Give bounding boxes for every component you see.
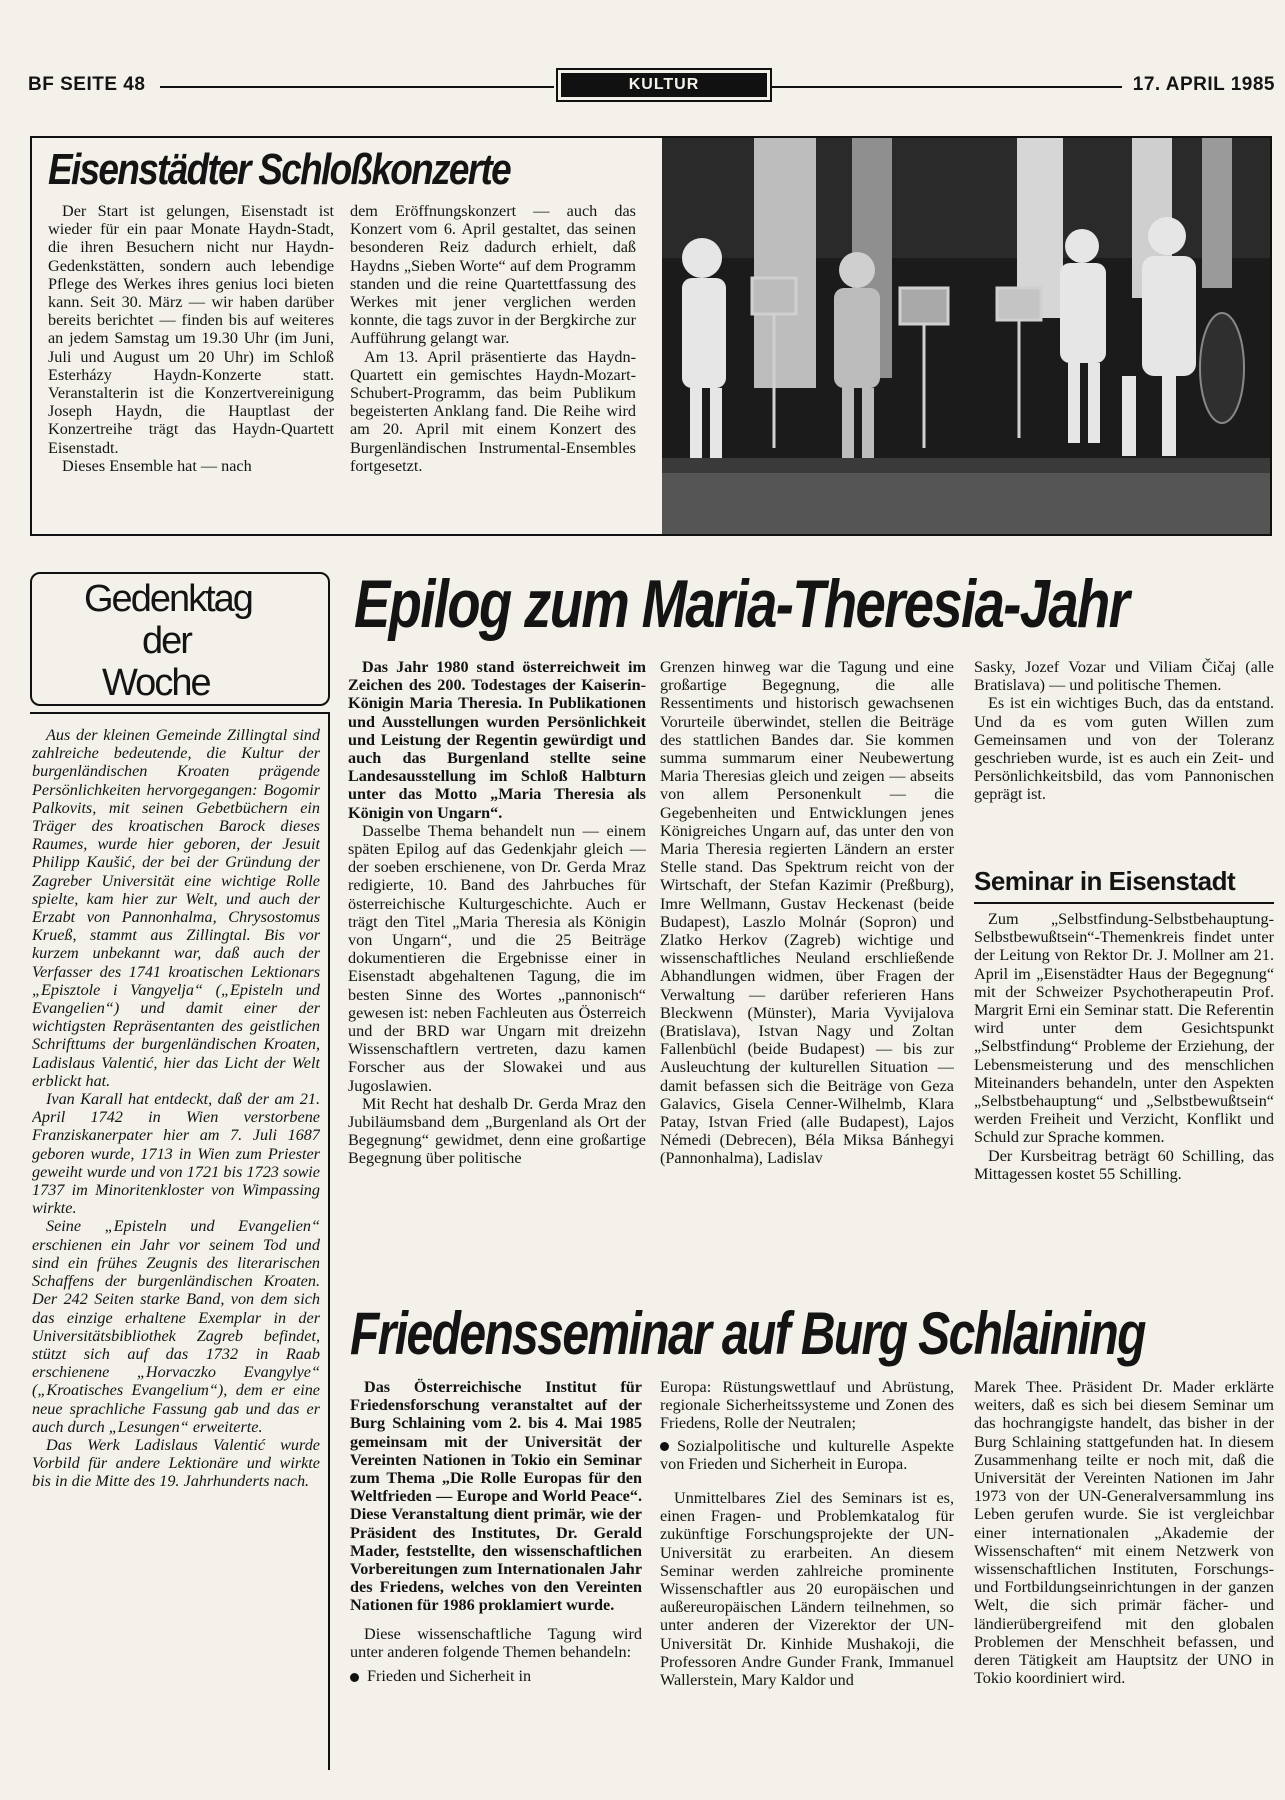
article-epilog-col1 [348,658,646,1280]
article-friedensseminar-col3 [974,1378,1274,1780]
header-rule-left [160,86,554,88]
paragraph: dem Eröffnungskonzert — auch das Konzert vom 6. April gestaltet, das seinen besonderen Reiz dadurch erhielt, daß Haydns „Sieben Worte“ auf dem Programm standen und die reine Quartettfassung des Werkes mit jener verglichen werden konnte, die tags zuvor in der Bergkirche zur Aufführung gelangt war. [350,202,636,348]
gedenktag-body [32,726,320,1772]
article-friedensseminar-col1 [350,1378,642,1780]
seminar-rule [974,902,1274,904]
paragraph: Diese wissenschaftliche Tagung wird unter anderen folgende Themen behandeln: [350,1624,642,1661]
article-schlosskonzerte-col1 [48,202,334,528]
paragraph: Aus der kleinen Gemeinde Zillingtal sind zahlreiche bedeutende, die Kultur der burgenländischen Kroaten prägende Persönlichkeiten hervorgegangen: Bogomir Palkovits, mit seinen Gebetbüchern ein Träger des kroatischen Barock dieses Raumes, wurde hier geboren, der Jesuit Philipp Kaušić, der bei der Gründung der Zagreber Universität eine wichtige Rolle spielte, kam hier zur Welt, und auch der Erzabt von Pannonhalma, Chrysostomus Krueß, stammt aus Zillingtal. Bis vor kurzem unbekannt war, daß auch der Verfasser des 1741 kroatischen Lektionars „Episztole i Vangyelja“ („Episteln und Evangelien“) und damit einer der wichtigsten Repräsentanten des geistlichen Schrifttums der burgenländischen Kroaten, Ladislaus Valentić, hier das Licht der Welt erblickt hat. [32,726,320,1090]
paragraph: Das Werk Ladislaus Valentić wurde Vorbild für andere Lektionäre und wirkte bis in die Mitte des 19. Jahrhunderts nach. [32,1435,320,1491]
article-epilog-col3 [974,658,1274,844]
paragraph: Zum „Selbstfindung-Selbstbehauptung-Selbstbewußtsein“-Themenkreis findet unter der Leitung von Rektor Dr. J. Mollner am 21. April im „Eisenstädter Haus der Begegnung“ mit der Schweizer Psychotherapeutin Prof. Margrit Erni ein Seminar statt. Die Referentin wird unter dem Gesichtspunkt „Selbstfindung“ Probleme der Erziehung, der Lebensmeisterung und des menschlichen Miteinanders behandeln, unter den Aspekten „Selbstbehauptung“ und „Selbstbewußtsein“ werden Freiheit und Verzicht, Konflikt und Schuld zur Sprache kommen. [974,910,1274,1147]
article-schlosskonzerte-title: Eisenstädter Schloßkonzerte [48,145,510,194]
bullet-icon [660,1442,669,1451]
paragraph: Sasky, Jozef Vozar und Viliam Čičaj (alle Bratislava) — und politische Themen. [974,658,1274,695]
article-epilog-title: Epilog zum Maria-Theresia-Jahr [354,566,1129,642]
paragraph: Es ist ein wichtiges Buch, das da entstand. Und da es vom guten Willen zum Gemeinsamen und von der Toleranz geschrieben wurde, ist es auch ein Zeit- und Persönlichkeitsbild, das vom Pannonischen geprägt ist. [974,694,1274,804]
lead-paragraph: Das Jahr 1980 stand österreichweit im Zeichen des 200. Todestages der Kaiserin-Königin Maria Theresia. In Publikationen und Ausstellungen wurden Persönlichkeit und Leistung der Regentin gewürdigt und auch das Burgenland stellte seine Landesausstellung im Schloß Halbturn unter das Motto „Maria Theresia als Königin von Ungarn“. [348,658,646,822]
paragraph: Dasselbe Thema behandelt nun — einem späten Epilog auf das Gedenkjahr gleich — der soeben erschienene, von Dr. Gerda Mraz redigierte, 10. Band des Jahrbuches für österreichische Kulturgeschichte. Auch er trägt den Titel „Maria Theresia als Königin von Ungarn“, und die 25 Beiträge dokumentieren die Ergebnisse einer in Eisenstadt abgehaltenen Tagung, die im besten Sinne des Wortes „pannonisch“ gewesen ist: neben Fachleuten aus Österreich und der BRD war Ungarn mit dreizehn Wissenschaftlern vertreten, dazu kamen Forscher aus der Slowakei und aus Jugoslawien. [348,821,646,1095]
bullet-item [660,1437,954,1473]
gedenktag-rule [30,712,330,714]
paragraph: Marek Thee. Präsident Dr. Mader erklärte weiters, daß es sich bei diesem Seminar um das hochrangigste handelt, das bisher in der Burg Schlaining stattgefunden hat. In diesem Zusammenhang teilte er noch mit, daß die Universität der Vereinten Nationen im Jahr 1973 von der UN-Generalversammlung ins Leben gerufen wurde. Sie ist vergleichbar einer internationalen „Akademie der Wissenschaften“ mit einem Netzwerk von wissenschaftlichen Instituten, Forschungs- und Fortbildungseinrichtungen in der ganzen Welt, die sich primär fächer- und ländierübergreifend mit den globalen Problemen der Menschheit befassen, und deren Tätigkeit am Hauptsitz der UNO in Tokio koordiniert wird. [974,1378,1274,1688]
paragraph: Dieses Ensemble hat — nach [62,456,252,475]
bullet-item [350,1667,642,1685]
paragraph: Europa: Rüstungswettlauf und Abrüstung, regionale Sicherheitssysteme und Zonen des Friedens, Rolle der Neutralen; [660,1378,954,1433]
bullet-text: Sozialpolitische und kulturelle Aspekte von Frieden und Sicherheit in Europa. [660,1436,954,1473]
seminar-body [974,910,1274,1280]
paragraph: Am 13. April präsentierte das Haydn-Quartett ein gemischtes Haydn-Mozart-Schubert-Programm, das beim Publikum begeisterten Anklang fand. Die Reihe wird am 20. April mit einem Konzert des Burgenländischen Instrumental-Ensembles fortgesetzt. [350,347,636,475]
paragraph: Der Kursbeitrag beträgt 60 Schilling, das Mittagessen kostet 55 Schilling. [974,1146,1274,1183]
seminar-title: Seminar in Eisenstadt [974,866,1236,896]
lead-paragraph: Das Österreichische Institut für Friedensforschung veranstaltet auf der Burg Schlaining vom 2. bis 4. Mai 1985 gemeinsam mit der Universität der Vereinten Nationen in Tokio ein Seminar zum Thema „Die Rolle Europas für den Weltfrieden — Europe and World Peace“. Diese Veranstaltung dient primär, wie der Präsident des Institutes, Dr. Gerald Mader, feststellte, den wissenschaftlichen Vorbereitungen zum Internationalen Jahr des Friedens, welches von den Vereinten Nationen für 1986 proklamiert wurde. [350,1378,642,1615]
quartet-photo [662,138,1270,534]
paragraph: Unmittelbares Ziel des Seminars ist es, einen Fragen- und Problemkatalog für zukünftige Forschungsprojekte der UN-Universität zu erarbeiten. An diesem Seminar werden zahlreiche prominente Wissenschaftler aus 20 europäischen und außereuropäischen Ländern teilnehmen, so unter anderen der Vizerektor der UN-Universität Dr. Kinhide Mushakoji, die Professoren Andre Gunder Frank, Immanuel Wallerstein, Mary Kaldor und [660,1489,954,1690]
article-friedensseminar-title: Friedensseminar auf Burg Schlaining [350,1300,1145,1367]
gedenktag-title-line2: der [142,620,191,662]
gedenktag-column-border [328,712,330,1770]
article-epilog-col2 [660,658,954,1280]
section-label: KULTUR [556,68,772,102]
quartet-photo-graphic [662,138,1270,534]
article-schlosskonzerte-col2 [350,202,636,528]
header-rule-right [770,86,1122,88]
paragraph: Ivan Karall hat entdeckt, daß der am 21. April 1742 in Wien verstorbene Franziskanerpater hier am 7. Juli 1687 geboren wurde, 1713 in Wien zum Priester geweiht wurde und von 1721 bis 1723 sowie 1737 im Minoritenkloster von Wimpassing wirkte. [32,1090,320,1218]
gedenktag-title-line1: Gedenktag [84,578,252,620]
paragraph: Grenzen hinweg war die Tagung und eine großartige Begegnung, die alle Ressentiments und historisch gewachsenen Vorurteile überwindet, stellen die Beiträge des stattlichen Bandes dar. Sie kommen summa summarum einer Neubewertung Maria Theresias gleich und zeigen — abseits von allem Personenkult — die Gegebenheiten und Entwicklungen jenes Königreiches Ungarn auf, das unter den von Maria Theresia regierten Ländern an erster Stelle stand. Das Spektrum reicht von der Wirtschaft, der Stefan Kazimir (Preßburg), Imre Wellmann, Gustav Heckenast (beide Budapest), Laszlo Molnár (Sopron) und Zlatko Herkov (Zagreb) wichtige und wissenschaftliches Neuland erschließende Abhandlungen widmen, über Fragen der Verwaltung — darüber referieren Hans Bleckwenn (Münster), Maria Vyvijalova (Bratislava), Istvan Nagy und Zoltan Fallenbüchl (beide Budapest) — bis zur Ausleuchtung der kulturellen Situation — damit befassen sich die Beiträge von Geza Galavics, Gisela Cenner-Wilhelmb, Klara Patay, Istvan Fried (alle Budapest), Lajos Némedi (Debrecen), Béla Miksa Bánhegyi (Pannonhalma), Ladislav [660,658,954,1168]
article-friedensseminar-col2 [660,1378,954,1780]
paragraph: Der Start ist gelungen, Eisenstadt ist wieder für ein paar Monate Haydn-Stadt, die ihren Besuchern nicht nur Haydn-Gedenkstätten, sondern auch lebendige Pflege des Werkes ihres genius loci bieten kann. Seit 30. März — wir haben darüber bereits berichtet — finden bis auf weiteres an jedem Samstag um 19.30 Uhr (im Juni, Juli und August um 20 Uhr) im Schloß Esterházy Haydn-Konzerte statt. Veranstalterin ist die Konzertvereinigung Joseph Haydn, die Hauptlast der Konzertreihe trägt das Haydn-Quartett Eisenstadt. [48,202,334,457]
paragraph: Mit Recht hat deshalb Dr. Gerda Mraz den Jubiläumsband dem „Burgenland als Ort der Begegnung“ gewidmet, denn eine großartige Begegnung über politische [348,1094,646,1168]
page-number: BF SEITE 48 [28,74,146,95]
bullet-icon [350,1673,359,1682]
bullet-text: Frieden und Sicherheit in [367,1667,532,1686]
paragraph: Seine „Episteln und Evangelien“ erschienen ein Jahr vor seinem Tod und sind ein frühes Zeugnis des literarischen Schaffens der burgenländischen Kroaten. Der 242 Seiten starke Band, von dem sich das einzige erhaltene Exemplar in der Universitätsbibliothek Zagreb befindet, stützt sich auf das 1732 in Raab erschienene „Horvaczko Evangylye“ („Kroatisches Evangelium“), dem er eine neue sprachliche Fassung gab und das er auch durch „Lesungen“ erweiterte. [32,1217,320,1436]
gedenktag-title-line3: Woche [102,662,210,704]
issue-date: 17. APRIL 1985 [1132,74,1275,95]
